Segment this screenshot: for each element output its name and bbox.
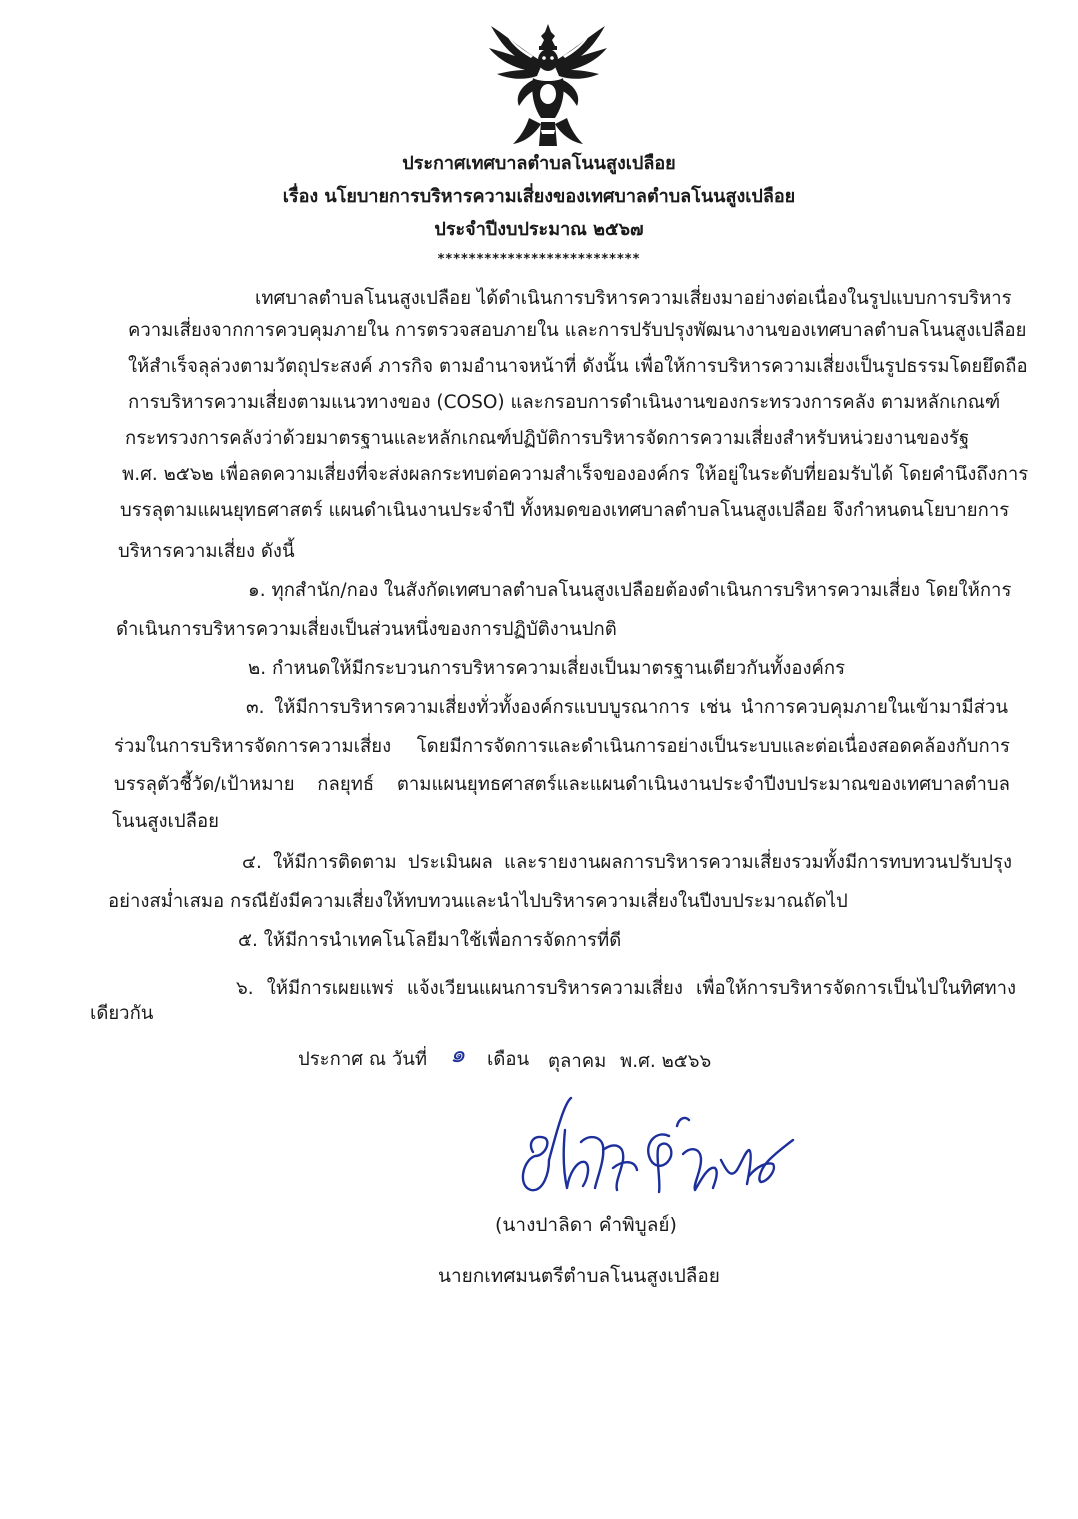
policy-item-6-cont: เดียวกัน bbox=[90, 1003, 154, 1024]
intro-line: กระทรวงการคลังว่าด้วยมาตรฐานและหลักเกณฑ์ปฏิบัติการบริหารจัดการความเสี่ยงสำหรับหน่วยงานของรัฐ bbox=[125, 428, 970, 449]
announce-day: ๑ bbox=[450, 1040, 466, 1068]
policy-item-3-cont: โนนสูงเปลือย bbox=[112, 811, 219, 832]
intro-line: พ.ศ. ๒๕๖๒ เพื่อลดความเสี่ยงที่จะส่งผลกระทบต่อความสำเร็จขององค์กร ให้อยู่ในระดับที่ยอมรับได้ โดยคำนึงถึงการ bbox=[122, 464, 1029, 485]
announce-month-label: เดือน bbox=[487, 1049, 530, 1070]
fiscal-year-line: ประจำปีงบประมาณ ๒๕๖๗ bbox=[434, 219, 644, 240]
announcement-title: ประกาศเทศบาลตำบลโนนสูงเปลือย bbox=[402, 153, 676, 174]
header-separator: ************************** bbox=[437, 252, 641, 267]
policy-item-2: ๒. กำหนดให้มีกระบวนการบริหารความเสี่ยงเป็นมาตรฐานเดียวกันทั้งองค์กร bbox=[248, 658, 846, 679]
announce-prefix: ประกาศ ณ วันที่ bbox=[298, 1049, 428, 1070]
announcement-subject: เรื่อง นโยบายการบริหารความเสี่ยงของเทศบาลตำบลโนนสูงเปลือย bbox=[282, 186, 796, 207]
intro-line: ความเสี่ยงจากการควบคุมภายใน การตรวจสอบภายใน และการปรับปรุงพัฒนางานของเทศบาลตำบลโนนสูงเปลือย bbox=[128, 320, 1027, 341]
signer-position: นายกเทศมนตรีตำบลโนนสูงเปลือย bbox=[438, 1265, 720, 1287]
handwritten-signature bbox=[505, 1090, 795, 1210]
policy-item-3-cont: บรรลุตัวชี้วัด/เป้าหมาย กลยุทธ์ ตามแผนยุทธศาสตร์และแผนดำเนินงานประจำปีงบประมาณของเทศบาลตำบล bbox=[114, 774, 1010, 795]
policy-item-3: ๓. ให้มีการบริหารความเสี่ยงทั่วทั้งองค์กรแบบบูรณาการ เช่น นำการควบคุมภายในเข้ามามีส่วน bbox=[246, 697, 1008, 718]
intro-line: บริหารความเสี่ยง ดังนี้ bbox=[118, 541, 295, 562]
intro-line: บรรลุตามแผนยุทธศาสตร์ แผนดำเนินงานประจำปี ทั้งหมดของเทศบาลตำบลโนนสูงเปลือย จึงกำหนดนโยบายการ bbox=[120, 500, 1010, 521]
intro-line: เทศบาลตำบลโนนสูงเปลือย ได้ดำเนินการบริหารความเสี่ยงมาอย่างต่อเนื่องในรูปแบบการบริหาร bbox=[255, 288, 1012, 309]
intro-line: การบริหารความเสี่ยงตามแนวทางของ (COSO) และกรอบการดำเนินงานของกระทรวงการคลัง ตามหลักเกณฑ์ bbox=[128, 392, 1001, 413]
announce-month: ตุลาคม bbox=[548, 1051, 607, 1072]
announce-year: พ.ศ. ๒๕๖๖ bbox=[620, 1051, 712, 1072]
signer-name: (นางปาลิดา คำพิบูลย์) bbox=[495, 1214, 677, 1236]
garuda-emblem bbox=[485, 22, 611, 150]
policy-item-6: ๖. ให้มีการเผยแพร่ แจ้งเวียนแผนการบริหารความเสี่ยง เพื่อให้การบริหารจัดการเป็นไปในทิศทาง bbox=[236, 978, 1016, 999]
policy-item-5: ๕. ให้มีการนำเทคโนโลยีมาใช้เพื่อการจัดการที่ดี bbox=[238, 930, 622, 951]
policy-item-1: ๑. ทุกสำนัก/กอง ในสังกัดเทศบาลตำบลโนนสูงเปลือยต้องดำเนินการบริหารความเสี่ยง โดยให้การ bbox=[248, 580, 1012, 601]
policy-item-3-cont: ร่วมในการบริหารจัดการความเสี่ยง โดยมีการจัดการและดำเนินการอย่างเป็นระบบและต่อเนื่องสอดคล้องกับการ bbox=[114, 736, 1010, 757]
intro-line: ให้สำเร็จลุล่วงตามวัตถุประสงค์ ภารกิจ ตามอำนาจหน้าที่ ดังนั้น เพื่อให้การบริหารความเสี่ยงเป็นรูปธรรมโดยยึดถือ bbox=[128, 356, 1028, 377]
policy-item-4: ๔. ให้มีการติดตาม ประเมินผล และรายงานผลการบริหารความเสี่ยงรวมทั้งมีการทบทวนปรับปรุง bbox=[242, 852, 1012, 873]
policy-item-4-cont: อย่างสม่ำเสมอ กรณียังมีความเสี่ยงให้ทบทวนและนำไปบริหารความเสี่ยงในปีงบประมาณถัดไป bbox=[108, 891, 848, 912]
policy-item-1-cont: ดำเนินการบริหารความเสี่ยงเป็นส่วนหนึ่งของการปฏิบัติงานปกติ bbox=[116, 619, 617, 640]
